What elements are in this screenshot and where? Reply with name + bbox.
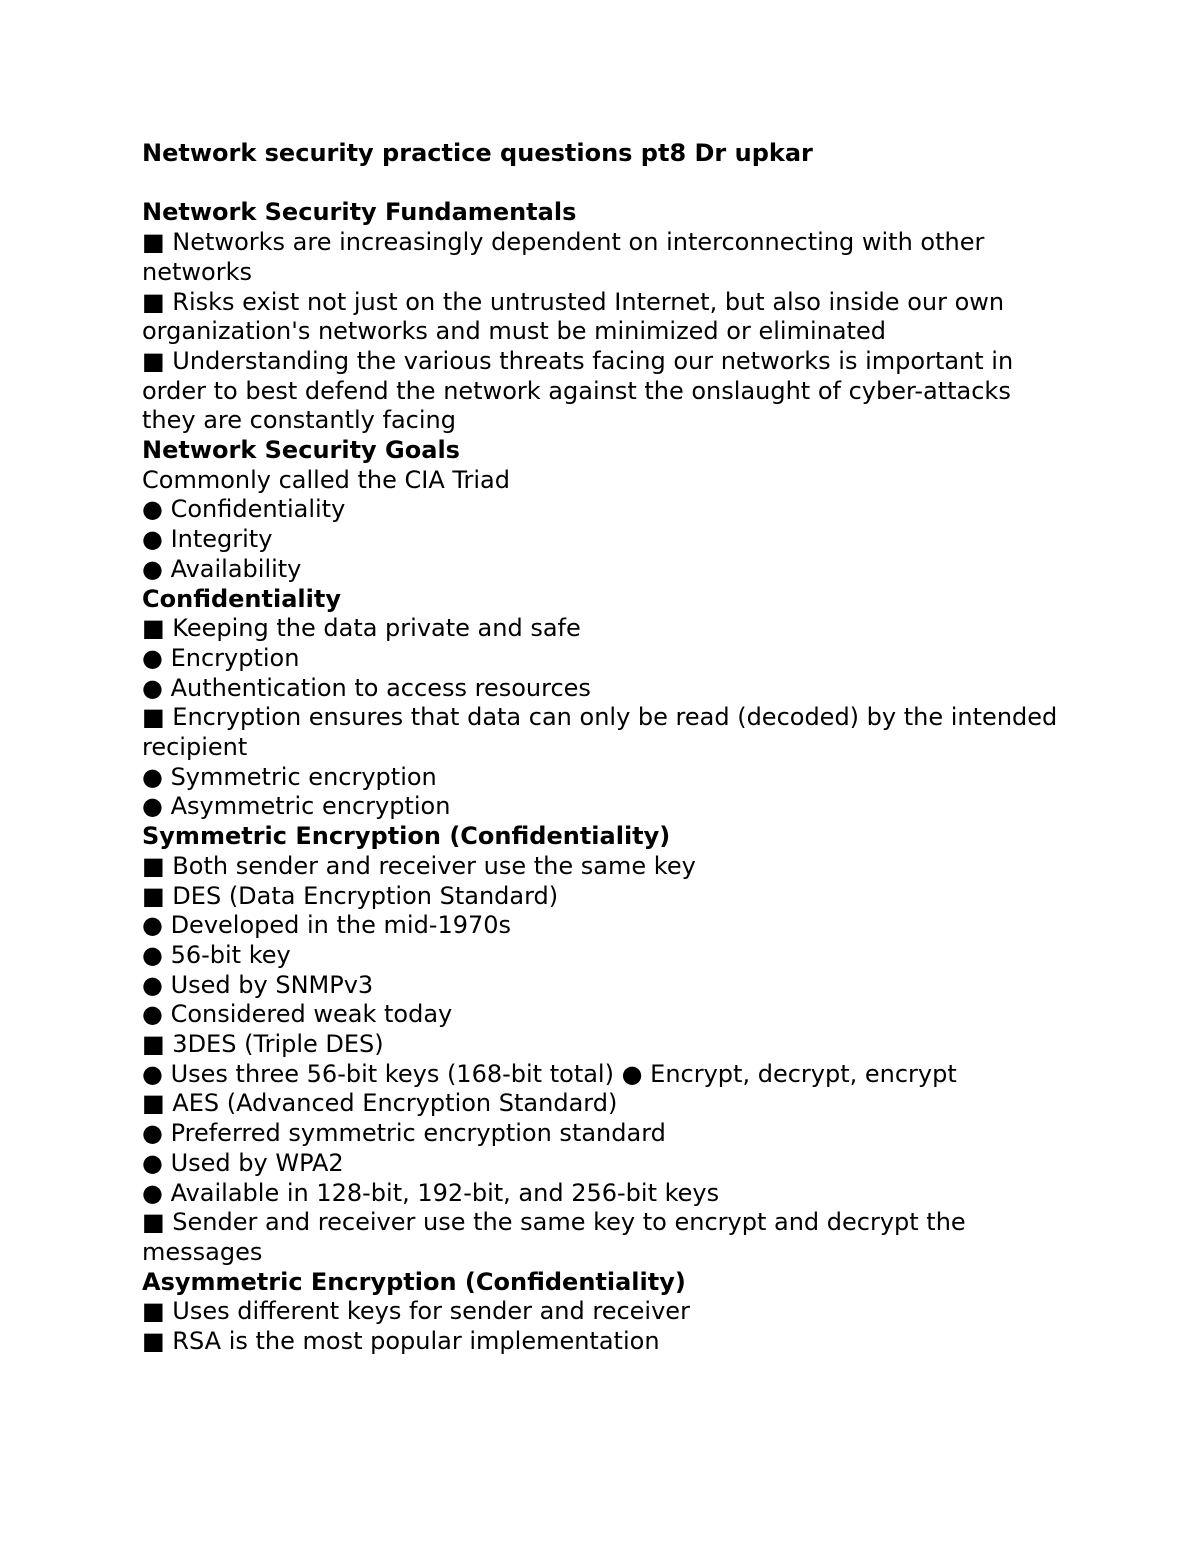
- body-line: ● Developed in the mid-1970s: [142, 911, 512, 940]
- body-line: ■ Uses different keys for sender and receiver: [142, 1297, 690, 1326]
- body-line: ● Encryption: [142, 643, 300, 672]
- body-line: ■ Risks exist not just on the untrusted Internet, but also inside our own organization's networks and must be minimized or eliminated: [142, 287, 1005, 346]
- body-line: ● 56-bit key: [142, 940, 291, 969]
- body-line: ● Used by SNMPv3: [142, 970, 374, 999]
- body-line: ● Uses three 56-bit keys (168-bit total) ● Encrypt, decrypt, encrypt: [142, 1059, 957, 1088]
- body-line: ■ Encryption ensures that data can only be read (decoded) by the intended recipient: [142, 703, 1058, 762]
- body-line: ● Symmetric encryption: [142, 762, 437, 791]
- body-line: ● Integrity: [142, 525, 273, 554]
- body-line: ■ DES (Data Encryption Standard): [142, 881, 559, 910]
- body-line: ■ RSA is the most popular implementation: [142, 1327, 660, 1356]
- section-heading: Confidentiality: [142, 584, 341, 613]
- body-line: ● Preferred symmetric encryption standard: [142, 1119, 666, 1148]
- body-line: ■ 3DES (Triple DES): [142, 1030, 384, 1059]
- body-line: ■ Both sender and receiver use the same key: [142, 851, 696, 880]
- body-line: ■ Networks are increasingly dependent on interconnecting with other networks: [142, 228, 985, 286]
- body-line: Commonly called the CIA Triad: [142, 465, 510, 494]
- section-heading: Network Security Goals: [142, 436, 460, 465]
- body-line: ■ Keeping the data private and safe: [142, 614, 581, 643]
- document-title: Network security practice questions pt8 Dr upkar: [142, 139, 813, 167]
- body-line: ● Confidentiality: [142, 495, 346, 524]
- section-heading: Asymmetric Encryption (Confidentiality): [142, 1267, 686, 1296]
- body-line: ■ Understanding the various threats facing our networks is important in order to best defend the network against the onslaught of cyber-attacks they are constantly facing: [142, 346, 1014, 435]
- body-line: ● Authentication to access resources: [142, 673, 591, 702]
- document-page: [142, 139, 1072, 1357]
- body-line: ● Availability: [142, 554, 302, 583]
- body-line: ● Available in 128-bit, 192-bit, and 256-bit keys: [142, 1178, 720, 1207]
- body-line: ● Asymmetric encryption: [142, 792, 451, 821]
- body-line: ■ AES (Advanced Encryption Standard): [142, 1089, 618, 1118]
- section-heading: Network Security Fundamentals: [142, 198, 577, 227]
- body-line: ● Used by WPA2: [142, 1148, 344, 1177]
- section-heading: Symmetric Encryption (Confidentiality): [142, 822, 671, 851]
- body-line: ■ Sender and receiver use the same key to encrypt and decrypt the messages: [142, 1208, 966, 1266]
- body-line: ● Considered weak today: [142, 1000, 453, 1029]
- document-body: [142, 198, 1072, 1356]
